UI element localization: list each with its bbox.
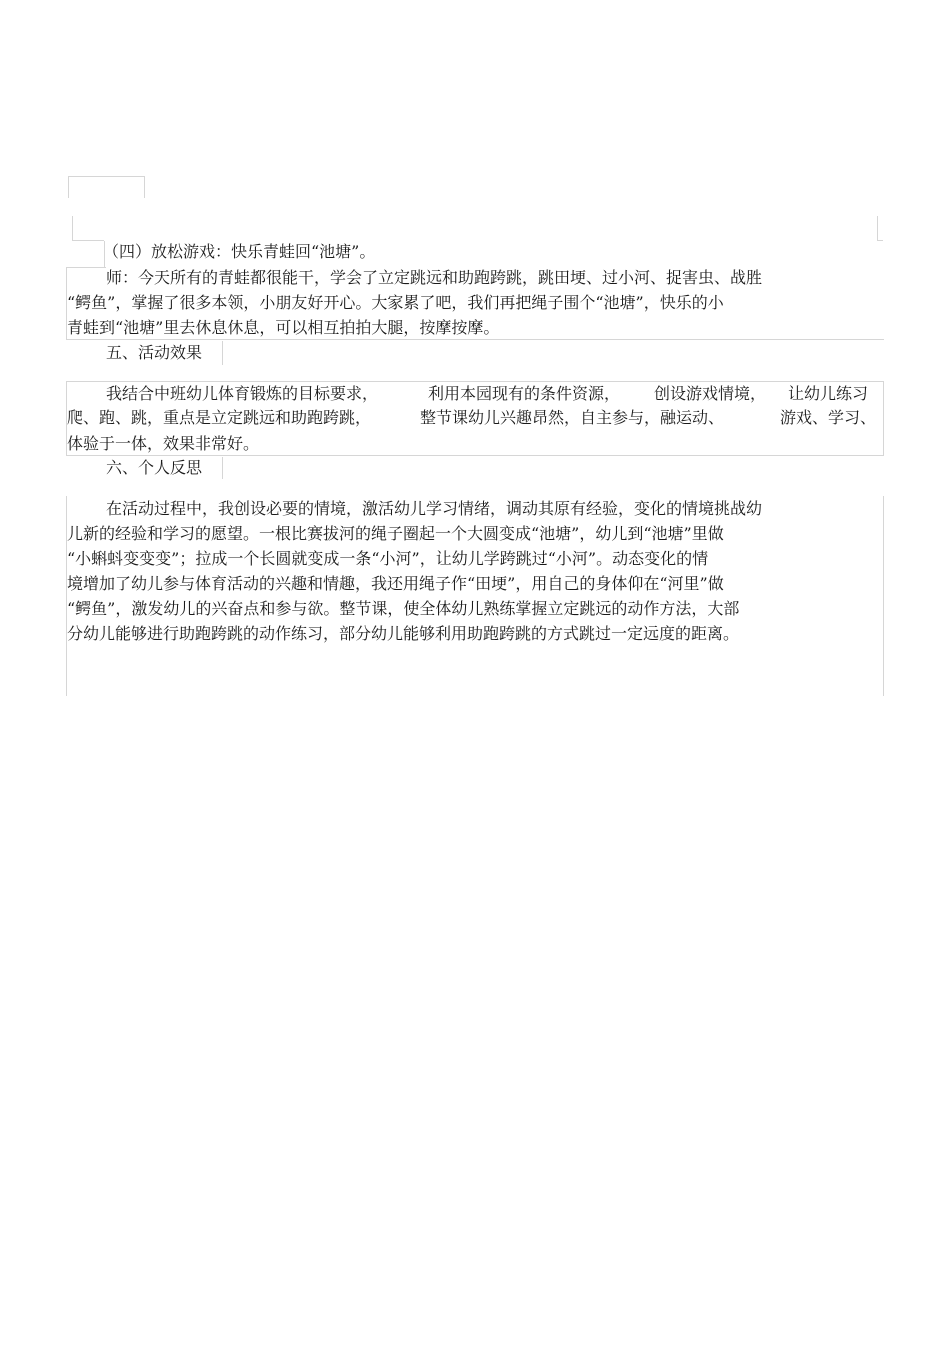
- section5-line-3-text: 体验于一体，效果非常好。: [67, 434, 260, 453]
- frame-right-small: [144, 176, 145, 198]
- section6-line-1-text: 在活动过程中，我创设必要的情境，激活幼儿学习情绪，调动其原有经验，变化的情境挑战幼: [106, 499, 763, 518]
- section4-line-3-text: 青蛙到“池塘”里去休息休息，可以相互拍拍大腿，按摩按摩。: [67, 318, 500, 337]
- frame-left-small: [68, 176, 69, 198]
- section4-line-2: [0, 290, 950, 316]
- section5-line-3: [0, 431, 950, 457]
- frame-right-large: [877, 216, 878, 240]
- section4-heading-text: （四）放松游戏：快乐青蛙回“池塘”。: [103, 242, 376, 261]
- section4-line-2-text: “鳄鱼”，掌握了很多本领，小朋友好开心。大家累了吧，我们再把绳子围个“池塘”，快乐的小: [67, 293, 724, 312]
- section6-line-3: [0, 546, 950, 572]
- section5-heading-text: 五、活动效果: [106, 343, 203, 362]
- frame-top-small: [68, 176, 144, 177]
- section5-line-1-d: 让幼儿练习: [788, 384, 869, 403]
- section4-heading: [0, 239, 950, 265]
- section6-heading-text: 六、个人反思: [106, 458, 203, 477]
- section6-heading: [0, 455, 950, 481]
- section5-line-1-c: 创设游戏情境，: [654, 384, 767, 403]
- section6-line-5-text: “鳄鱼”，激发幼儿的兴奋点和参与欲。整节课，使全体幼儿熟练掌握立定跳远的动作方法，大部: [67, 599, 740, 618]
- section5-line-2-a: 爬、跑、跳，重点是立定跳远和助跑跨跳，: [67, 408, 372, 427]
- section5-heading: [0, 340, 950, 366]
- section6-line-1: [0, 496, 950, 522]
- section6-line-6: [0, 621, 950, 647]
- frame-left-large: [72, 216, 73, 240]
- section4-line-3: [0, 315, 950, 341]
- section5-line-1-b: 利用本园现有的条件资源，: [428, 384, 621, 403]
- section5-line-2-b: 整节课幼儿兴趣昂然，自主参与，融运动、: [420, 408, 725, 427]
- section5-line-1: [0, 381, 950, 407]
- section4-line-1: [0, 265, 950, 291]
- section6-line-5: [0, 596, 950, 622]
- section6-line-4: [0, 571, 950, 597]
- section6-line-2-text: 儿新的经验和学习的愿望。一根比赛拔河的绳子圈起一个大圆变成“池塘”，幼儿到“池塘”里做: [67, 524, 724, 543]
- section6-line-3-text: “小蝌蚪变变变”；拉成一个长圆就变成一条“小河”，让幼儿学跨跳过“小河”。动态变化的情: [67, 549, 709, 568]
- section5-line-2-c: 游戏、学习、: [780, 408, 877, 427]
- section6-line-2: [0, 521, 950, 547]
- section5-line-2: [0, 405, 950, 431]
- section5-line-1-a: 我结合中班幼儿体育锻炼的目标要求，: [106, 384, 379, 403]
- section4-line-1-text: 师：今天所有的青蛙都很能干，学会了立定跳远和助跑跨跳，跳田埂、过小河、捉害虫、战胜: [106, 268, 763, 287]
- section6-line-4-text: 境增加了幼儿参与体育活动的兴趣和情趣，我还用绳子作“田埂”，用自己的身体仰在“河里”做: [67, 574, 724, 593]
- section6-line-6-text: 分幼儿能够进行助跑跨跳的动作练习，部分幼儿能够利用助跑跨跳的方式跳过一定远度的距离。: [67, 624, 740, 643]
